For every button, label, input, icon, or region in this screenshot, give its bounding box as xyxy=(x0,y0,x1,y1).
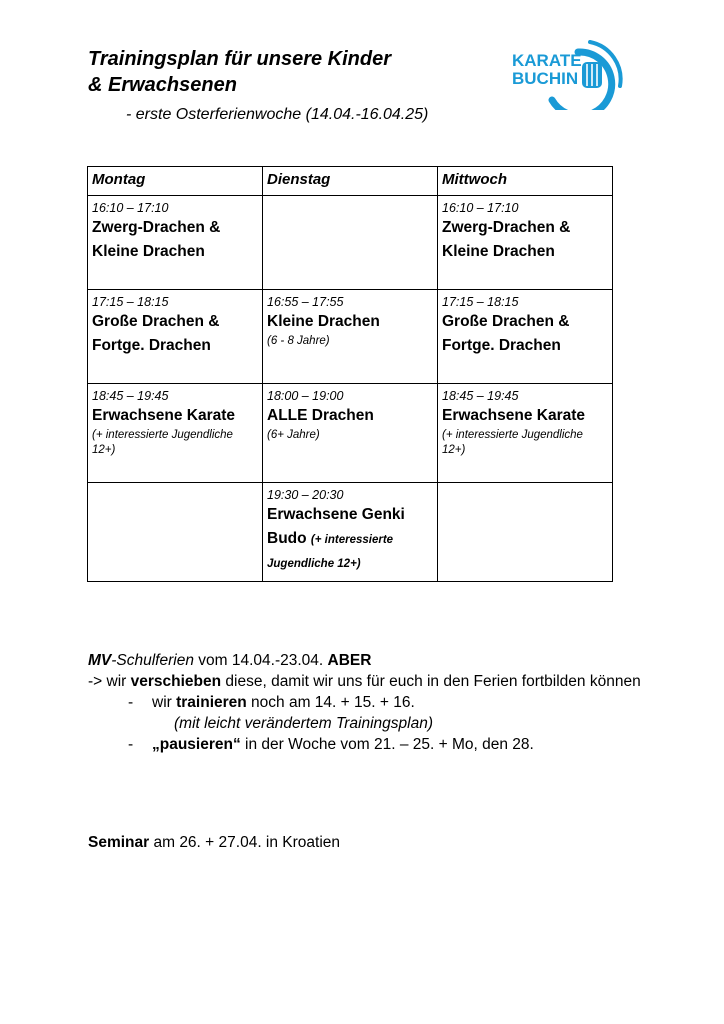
table-cell xyxy=(263,384,438,483)
session-note: (6 - 8 Jahre) xyxy=(267,335,330,347)
notes-line-2-rest: diese, damit wir uns für euch in den Ferien fortbilden können xyxy=(221,673,641,690)
table-cell-empty xyxy=(438,483,613,582)
bullet-2-bold: „pausieren“ xyxy=(152,736,241,753)
logo-text-2: BUCHIN xyxy=(512,69,579,88)
notes-line-2-bold: verschieben xyxy=(130,673,222,690)
table-row xyxy=(88,196,613,290)
seminar-text: am 26. + 27.04. in Kroatien xyxy=(149,834,341,851)
table-cell xyxy=(88,290,263,384)
session-time: 16:10 – 17:10 xyxy=(442,201,519,215)
table-cell-empty xyxy=(88,483,263,582)
table-cell xyxy=(438,196,613,290)
bullet-1-prefix: wir xyxy=(152,694,177,711)
document-subtitle: - erste Osterferienwoche (14.04.-16.04.25) xyxy=(126,106,429,123)
table-row xyxy=(88,483,613,582)
session-time: 18:45 – 19:45 xyxy=(92,389,169,403)
notes-line-1 xyxy=(88,650,648,671)
table-cell xyxy=(88,384,263,483)
session-note: (6+ Jahre) xyxy=(267,429,320,441)
session-name: Erwachsene Karate xyxy=(442,407,586,424)
session-note: (+ interessierte Jugendliche 12+) xyxy=(442,429,583,456)
session-time: 16:10 – 17:10 xyxy=(92,201,169,215)
table-cell xyxy=(88,196,263,290)
session-name: Erwachsene Karate xyxy=(92,407,236,424)
column-header-wednesday: Mittwoch xyxy=(438,167,613,196)
session-time: 17:15 – 18:15 xyxy=(442,295,519,309)
bullet-item-pause xyxy=(88,734,648,755)
aber-label: ABER xyxy=(327,652,372,669)
table-row xyxy=(88,384,613,483)
seminar-note xyxy=(88,834,340,852)
notes-line-1-text: vom 14.04.-23.04. xyxy=(193,652,328,669)
session-time: 18:45 – 19:45 xyxy=(442,389,519,403)
bullet-1-bold: trainieren xyxy=(176,694,247,711)
bullet-1-subnote: (mit leicht verändertem Trainingsplan) xyxy=(174,715,434,732)
session-time: 18:00 – 19:00 xyxy=(267,389,344,403)
title-line-2: & Erwachsenen xyxy=(88,74,237,96)
notes-line-2-prefix: -> wir xyxy=(88,673,131,690)
table-cell xyxy=(438,384,613,483)
bullet-item-training xyxy=(88,692,648,713)
bullet-1-rest: noch am 14. + 15. + 16. xyxy=(246,694,415,711)
bullet-dash: - xyxy=(128,694,134,711)
session-name: Große Drachen & Fortge. Drachen xyxy=(92,313,220,354)
column-header-monday: Montag xyxy=(88,167,263,196)
session-name: ALLE Drachen xyxy=(267,407,374,424)
document-title xyxy=(88,46,391,98)
seminar-label: Seminar xyxy=(88,834,150,851)
training-schedule-table xyxy=(87,166,613,582)
table-header-row xyxy=(88,167,613,196)
session-name: Große Drachen & Fortge. Drachen xyxy=(442,313,570,354)
session-name xyxy=(267,503,433,575)
karate-buchin-logo xyxy=(508,40,626,110)
table-cell xyxy=(263,290,438,384)
session-name: Kleine Drachen xyxy=(267,313,380,330)
mv-label: MV xyxy=(88,652,112,669)
session-time: 16:55 – 17:55 xyxy=(267,295,344,309)
session-time: 19:30 – 20:30 xyxy=(267,488,344,502)
table-row xyxy=(88,290,613,384)
bullet-2-rest: in der Woche vom 21. – 25. + Mo, den 28. xyxy=(240,736,534,753)
table-cell-empty xyxy=(263,196,438,290)
holiday-notes xyxy=(88,650,648,755)
column-header-tuesday: Dienstag xyxy=(263,167,438,196)
title-line-1: Trainingsplan für unsere Kinder xyxy=(88,48,392,70)
session-name-text: Erwachsene Genki Budo xyxy=(267,506,405,547)
session-name: Zwerg-Drachen & Kleine Drachen xyxy=(92,219,221,260)
session-time: 17:15 – 18:15 xyxy=(92,295,169,309)
schulferien-label: -Schulferien xyxy=(111,652,194,669)
session-note: (+ interessierte Jugendliche 12+) xyxy=(92,429,233,456)
table-cell xyxy=(263,483,438,582)
session-name: Zwerg-Drachen & Kleine Drachen xyxy=(442,219,571,260)
bullet-dash: - xyxy=(128,736,134,753)
session-note: (+ interessierte Jugendliche 12+) xyxy=(267,534,394,570)
notes-line-2 xyxy=(88,671,648,692)
logo-text-1: KARATE xyxy=(512,51,582,70)
table-cell xyxy=(438,290,613,384)
